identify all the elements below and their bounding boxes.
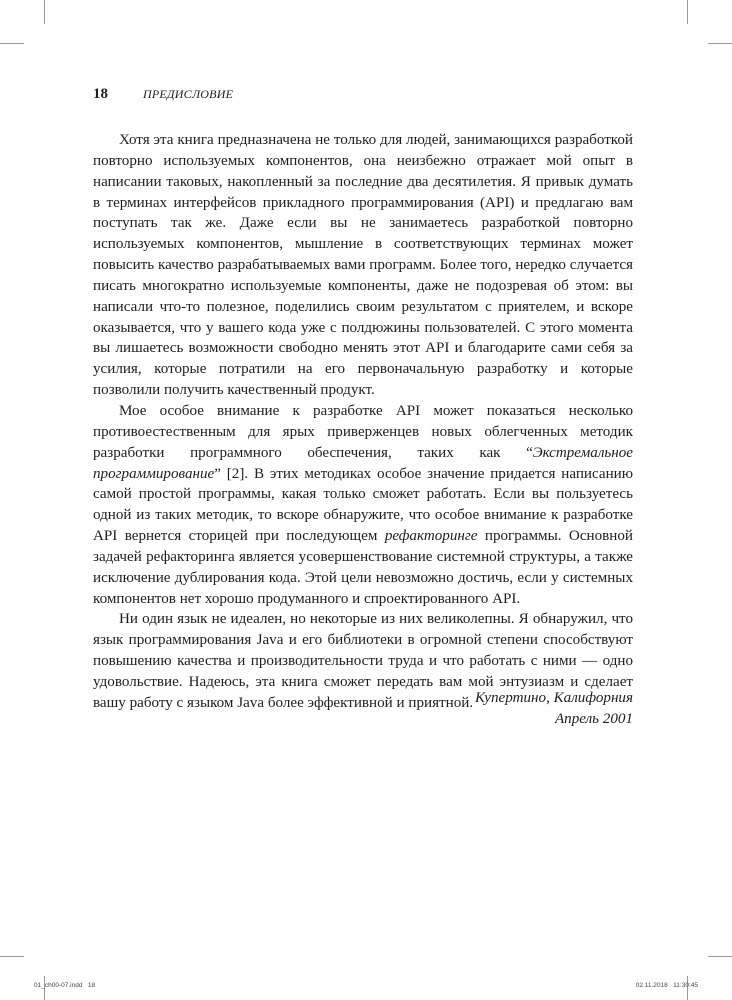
emphasis: рефакторинге <box>384 528 478 545</box>
signature-date: Апрель 2001 <box>554 711 633 727</box>
paragraph <box>93 401 633 609</box>
page-number: 18 <box>93 86 108 102</box>
emphasis: Экстремальное программирование <box>93 444 633 482</box>
body-text <box>93 130 633 714</box>
paragraph-text: Мое особое внимание к разработке API может показаться несколько противоестественным для ярых приверженцев новых облегченных методик разработки программного обеспечения, таких как “ <box>93 402 633 461</box>
crop-mark-top-right <box>687 0 688 24</box>
section-title: ПРЕДИСЛОВИЕ <box>143 87 234 101</box>
signature <box>475 688 633 730</box>
signature-place: Купертино, Калифорния <box>474 690 633 706</box>
slug-datetime: 02.11.2018 11:30:45 <box>635 982 698 989</box>
paragraph-text: ” [2]. В этих методиках особое значение придается написанию самой простой программы, какая только сможет работать. Если вы пользуетесь одной из таких методик, то вскоре обнаружите, что особое внимание к разработке API вернется сторицей при последующем <box>93 465 633 545</box>
paragraph-text: Ни один язык не идеален, но некоторые из них великолепны. Я обнаружил, что язык программирования Java и его библиотеки в огромной степени способствуют повышению качества и производительности труда и что работать с ними — одно удовольствие. Надеюсь, эта книга сможет передать вам мой энтузиазм и сделает вашу работу с языком Java более эффективной и приятной. <box>93 611 633 711</box>
crop-mark-right-top <box>708 43 732 44</box>
paragraph-text: Хотя эта книга предназначена не только для людей, занимающихся разработкой повторно используемых компонентов, она неизбежно отражает мой опыт в написании таковых, накопленный за последние два десятилетия. Я привык думать в терминах интерфейсов прикладного программирования (API) и предлагаю вам поступать так же. Даже если вы не занимаетесь разработкой повторно используемых компонентов, мышление в соответствующих терминах может повысить качество разрабатываемых вами программ. Более того, нередко случается писать многократно используемые компоненты, даже не подозревая об этом: вы написали что-то полезное, поделились своим результатом с приятелем, и вскоре оказывается, что у вашего кода уже с полдюжины пользователей. С этого момента вы лишаетесь возможности свободно менять этот API и благодарите сами себя за усилия, которые потратили на его первоначальную разработку и которые позволили получить качественный продукт. <box>93 132 633 399</box>
paragraph <box>93 130 633 401</box>
paragraph-text: программы. Основной задачей рефакторинга является усовершенствование системной структуры, а также исключение дублирования кода. Этой цели невозможно достичь, если у системных компонентов нет хорошо продуманного и спроектированного API. <box>93 528 633 607</box>
crop-mark-left-top <box>0 43 24 44</box>
crop-mark-top-left <box>44 0 45 24</box>
running-head <box>93 86 233 103</box>
slug-file: 01_ch00-07.indd 18 <box>34 982 96 989</box>
crop-mark-right-bottom <box>708 956 732 957</box>
crop-mark-left-bottom <box>0 956 24 957</box>
